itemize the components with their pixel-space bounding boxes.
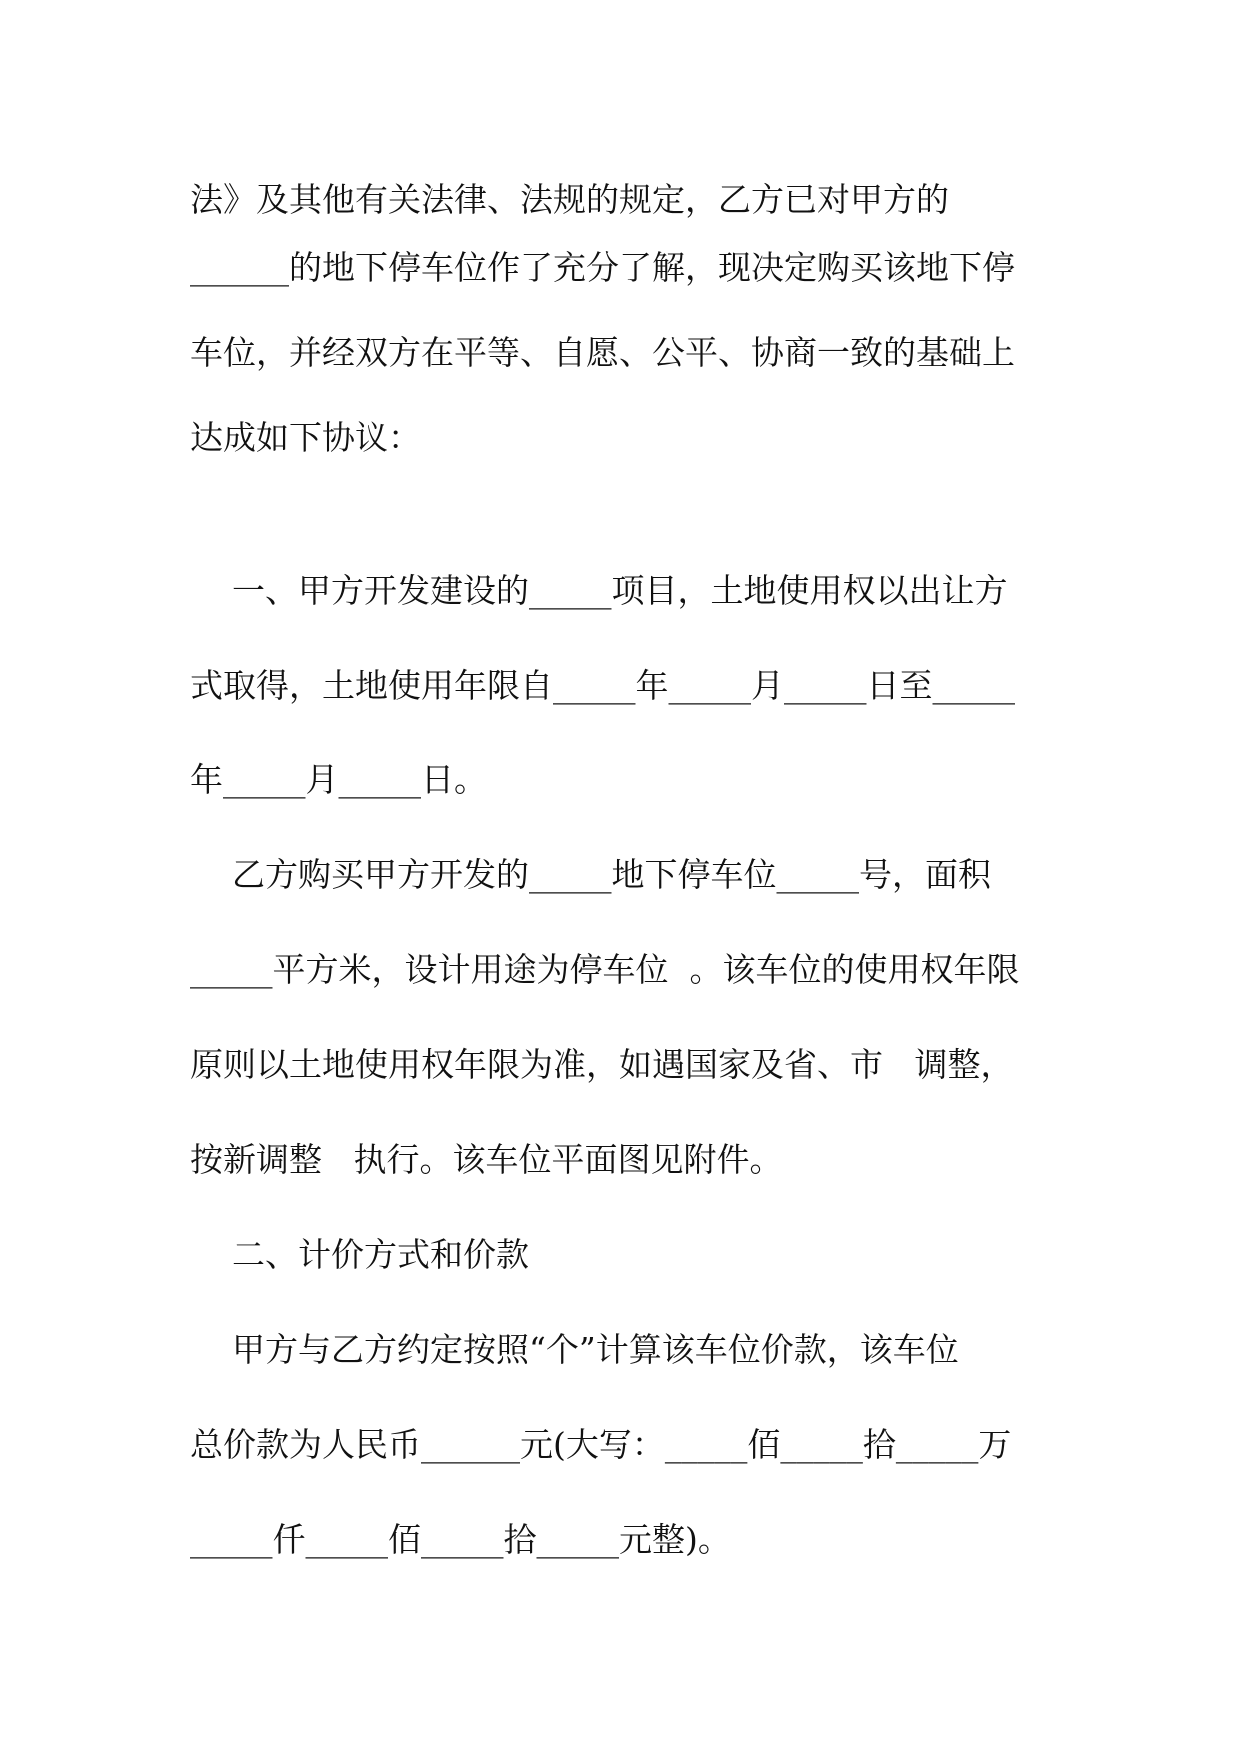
paragraph-line-5: 一、甲方开发建设的_____项目，土地使用权以出让方 [190, 571, 1008, 610]
paragraph-line-12: 二、计价方式和价款 [190, 1235, 529, 1274]
paragraph-line-4: 达成如下协议： [190, 418, 421, 457]
paragraph-line-13: 甲方与乙方约定按照“个”计算该车位价款，该车位 [190, 1330, 959, 1369]
paragraph-line-11: 按新调整 执行。该车位平面图见附件。 [190, 1140, 783, 1179]
paragraph-line-6: 式取得，土地使用年限自_____年_____月_____日至_____ [190, 666, 1015, 705]
paragraph-line-10: 原则以土地使用权年限为准，如遇国家及省、市 调整， [190, 1045, 1014, 1084]
paragraph-line-8: 乙方购买甲方开发的_____地下停车位_____号，面积 [190, 855, 991, 894]
paragraph-line-15: _____仟_____佰_____拾_____元整)。 [190, 1520, 731, 1559]
paragraph-line-9: _____平方米，设计用途为停车位 。该车位的使用权年限 [190, 950, 1020, 989]
paragraph-line-7: 年_____月_____日。 [190, 760, 487, 799]
paragraph-line-2: ______的地下停车位作了充分了解，现决定购买该地下停 [190, 248, 1015, 287]
paragraph-line-1: 法》及其他有关法律、法规的规定，乙方已对甲方的 [190, 180, 949, 219]
paragraph-line-14: 总价款为人民币______元(大写：_____佰_____拾_____万 [190, 1425, 1012, 1464]
paragraph-line-3: 车位，并经双方在平等、自愿、公平、协商一致的基础上 [190, 333, 1015, 372]
